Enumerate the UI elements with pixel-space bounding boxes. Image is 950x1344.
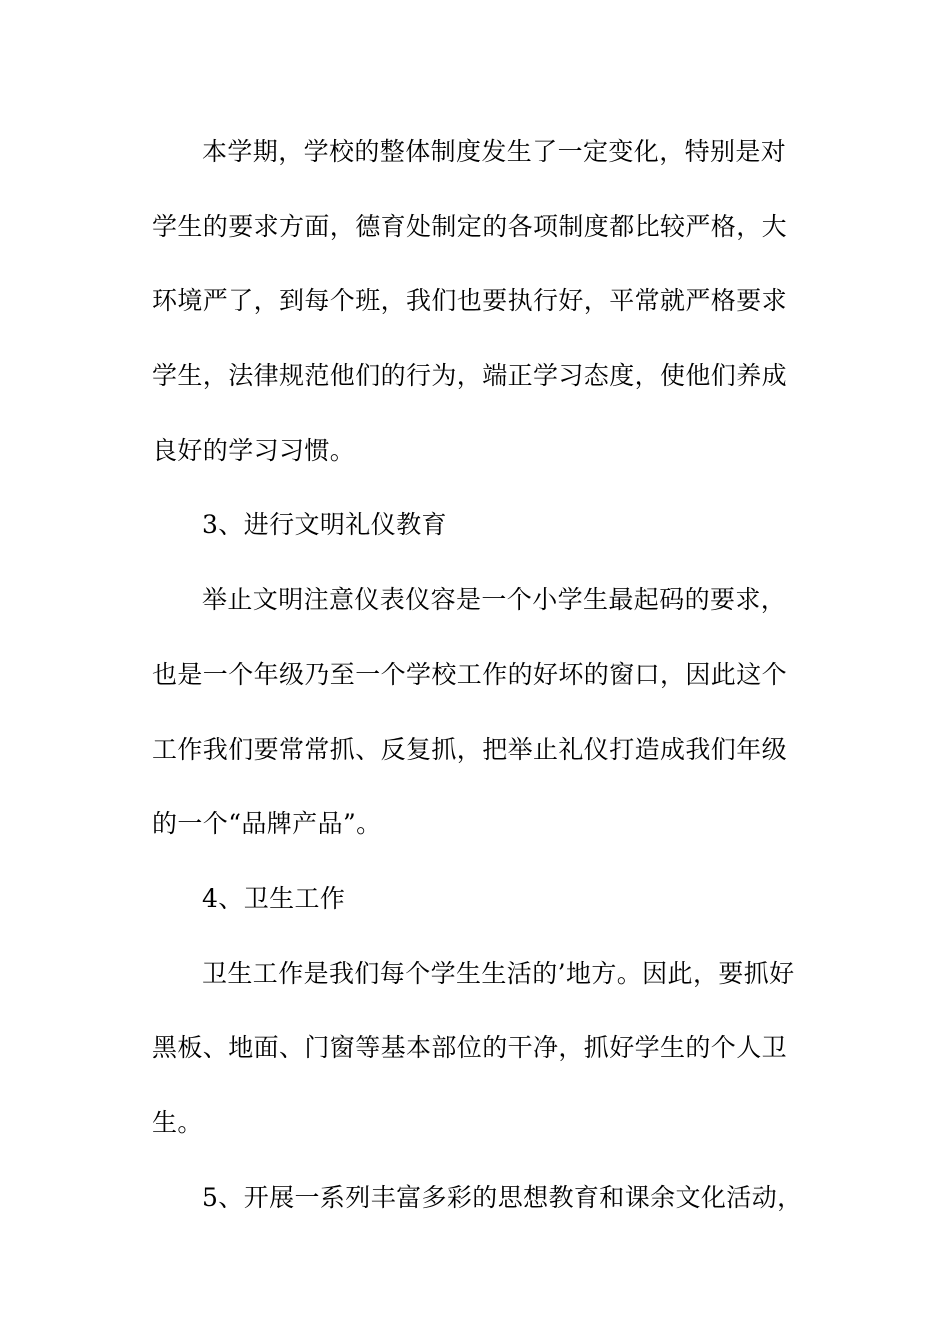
paragraph-line: 也是一个年级乃至一个学校工作的好坏的窗口，因此这个 bbox=[152, 659, 788, 689]
paragraph-line: 生。 bbox=[152, 1107, 203, 1137]
section-heading: 3、进行文明礼仪教育 bbox=[202, 510, 447, 540]
paragraph-line: 良好的学习习惯。 bbox=[152, 435, 356, 465]
paragraph-line: 学生，法律规范他们的行为，端正学习态度，使他们养成 bbox=[152, 361, 788, 391]
paragraph-line: 黑板、地面、门窗等基本部位的干净，抓好学生的个人卫 bbox=[152, 1033, 788, 1063]
paragraph-line: 举止文明注意仪表仪容是一个小学生最起码的要求， bbox=[202, 585, 787, 615]
paragraph-line: 环境严了，到每个班，我们也要执行好，平常就严格要求 bbox=[152, 286, 788, 316]
paragraph-line: 本学期，学校的整体制度发生了一定变化，特别是对 bbox=[202, 137, 787, 166]
section-heading: 4、卫生工作 bbox=[202, 883, 346, 913]
document-body bbox=[152, 128, 803, 1248]
paragraph-line: 的一个“品牌产品”。 bbox=[152, 809, 382, 839]
paragraph-line: 学生的要求方面，德育处制定的各项制度都比较严格，大 bbox=[152, 211, 788, 241]
paragraph-line: 5、开展一系列丰富多彩的思想教育和课余文化活动， bbox=[202, 1182, 803, 1212]
paragraph-line: 工作我们要常常抓、反复抓，把举止礼仪打造成我们年级 bbox=[152, 734, 788, 764]
paragraph-line: 卫生工作是我们每个学生生活的’地方。因此，要抓好 bbox=[202, 958, 795, 988]
